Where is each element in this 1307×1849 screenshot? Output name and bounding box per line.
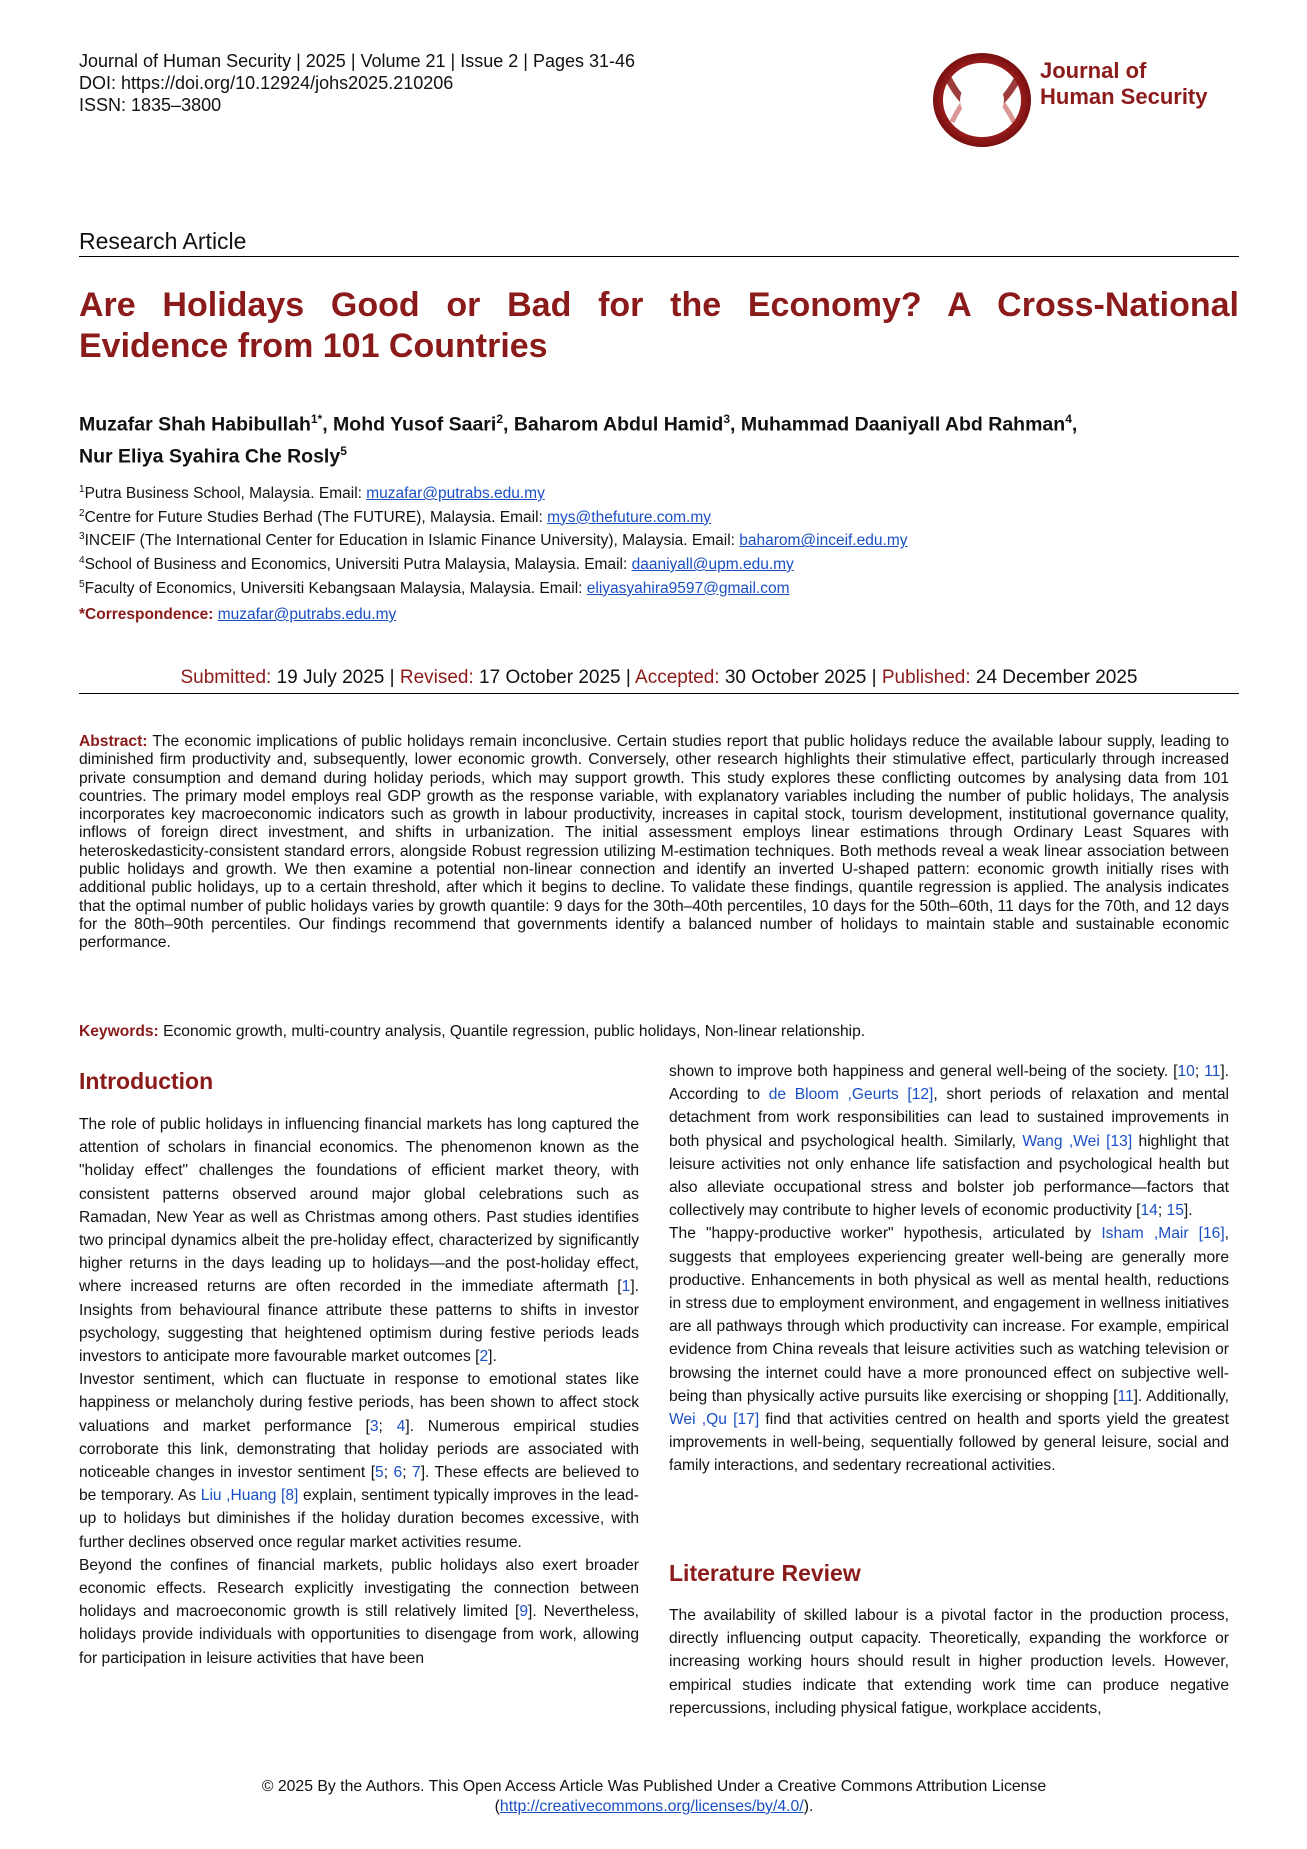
publication-dates: Submitted: 19 July 2025 | Revised: 17 October 2025 | Accepted: 30 October 2025 | Published: 24 December 2025 [180,667,1138,688]
published-date: 24 December 2025 [975,667,1138,688]
citation-link[interactable]: 11 [1204,1063,1221,1080]
citation-link[interactable]: 7 [412,1464,421,1482]
license-url-link[interactable]: http://creativecommons.org/licenses/by/4.0/ [499,1798,804,1815]
author-affiliation-marker: 1* [310,412,323,426]
keywords-text: Economic growth, multi-country analysis, Quantile regression, public holidays, Non-linear relationship. [163,1023,866,1040]
author-affiliation-marker: 2 [496,412,503,426]
affiliation-text: INCEIF (The International Center for Education in Islamic Finance University), Malaysia. Email: [84,532,740,550]
paren-close: ). [803,1798,814,1815]
author-name: Muzafar Shah Habibullah [79,413,311,436]
affiliation-number: 2 [79,507,85,519]
citation-link[interactable]: de Bloom ,Geurts [12] [768,1086,934,1104]
journal-citation-line: Journal of Human Security | 2025 | Volume 21 | Issue 2 | Pages 31-46 [79,51,636,71]
section-heading-introduction: Introduction [79,1068,214,1094]
citation-link[interactable]: Isham ,Mair [16] [1101,1225,1225,1243]
article-type: Research Article [79,228,247,254]
affiliation-line [79,480,907,504]
affiliation-number: 1 [79,484,85,495]
author-affiliation-marker: 3 [723,412,730,426]
submitted-date: 19 July 2025 [276,667,385,688]
logo-text-line1: Journal of [1040,58,1147,83]
accepted-date: 30 October 2025 [724,667,867,688]
left-column-body [79,1113,639,1670]
affiliation-email-link[interactable]: mys@thefuture.com.my [547,508,712,526]
accepted-label: Accepted: [635,667,720,688]
revised-date: 17 October 2025 [479,667,621,688]
doi-line: DOI: https://doi.org/10.12924/johs2025.210206 [79,73,454,93]
author-name: Muhammad Daaniyall Abd Rahman [740,413,1066,436]
citation-link[interactable]: 3 [369,1417,379,1435]
body-paragraph: The availability of skilled labour is a pivotal factor in the production process, directly influencing output capacity. Theoretically, expanding the workforce or increasing working hours should result in higher production levels. However, empirical studies indicate that extending work time can produce negative repercussions, including physical fatigue, workplace accidents, [669,1607,1229,1717]
body-paragraph: Investor sentiment, which can fluctuate in response to emotional states like happiness or melancholy during festive periods, has been shown to affect stock valuations and market performance [3; 4]. Numerous empirical studies corroborate this link, demonstrating that holiday periods are associated with noticeable changes in investor sentiment [5; 6; 7]. These effects are believed to be temporary. As Liu ,Huang [8] explain, sentiment typically improves in the lead-up to holidays but diminishes if the holiday duration becomes excessive, with further declines observed once regular market activities resume. [79,1371,639,1551]
citation-link[interactable]: 4 [396,1417,406,1435]
abstract [79,733,1229,953]
journal-metadata [79,50,635,116]
citation-link[interactable]: Liu ,Huang [8] [200,1487,299,1505]
literature-review-body [669,1604,1229,1720]
affiliation-number: 4 [79,554,85,566]
logo-text-line2: Human Security [1040,84,1208,109]
license-text: © 2025 By the Authors. This Open Access Article Was Published Under a Creative Commons Attribution License [261,1778,1047,1795]
correspondence-label: *Correspondence: [79,606,214,623]
issn-line: ISSN: 1835–3800 [79,95,222,115]
submitted-label: Submitted: [180,667,272,688]
citation-link[interactable]: 2 [479,1348,489,1366]
affiliation-line [79,527,907,551]
correspondence [79,606,396,624]
affiliation-line [79,504,907,528]
citation-link[interactable]: Wang ,Wei [13] [1022,1132,1133,1150]
title-line-2: Evidence from 101 Countries [79,327,548,365]
license-footer [79,1777,1229,1817]
keywords-label: Keywords: [79,1023,159,1040]
abstract-text: The economic implications of public holidays remain inconclusive. Certain studies report that public holidays reduce the available labour supply, leading to diminished firm productivity and, subsequently, lower economic growth. Conversely, other research highlights their stimulative effect, particularly through increased private consumption and demand during holiday periods, which may support growth. This study explores these conflicting outcomes by analysing data from 101 countries. The primary model employs real GDP growth as the response variable, with explanatory variables including the number of public holidays, The analysis incorporates key macroeconomic indicators such as growth in labour productivity, increases in capital stock, tourism development, institutional governance quality, inflows of foreign direct investment, and shifts in urbanization. The initial assessment employs linear estimations through Ordinary Least Squares with heteroskedasticity-consistent standard errors, alongside Robust regression utilizing M-estimation techniques. Both methods reveal a weak linear association between public holidays and growth. We then examine a potential non-linear connection and identify an inverted U-shaped pattern: economic growth initially rises with additional public holidays, up to a certain threshold, after which it begins to decline. To validate these findings, quantile regression is applied. The analysis indicates that the optimal number of public holidays varies by growth quantile: 9 days for the 30th–40th percentiles, 10 days for the 50th–60th, 11 days for the 70th, and 12 days for the 80th–90th percentiles. Our findings recommend that governments identify a balanced number of holidays to maintain stable and sustainable economic performance. [79,733,1229,952]
author-list: Muzafar Shah Habibullah$^{1*}$, Mohd Yusof Saari$^2$, Baharom Abdul Hamid$^3$, Muhammad Daaniyall Abd Rahman$^4$, Nur Eliya Syahira Che Rosly$^5$ [79,412,1078,467]
affiliation-text: Putra Business School, Malaysia. Email: [84,485,367,503]
citation-link[interactable]: 6 [393,1464,403,1482]
published-label: Published: [881,667,971,688]
article-title [79,285,1239,367]
affiliation-email-link[interactable]: baharom@inceif.edu.my [739,532,908,550]
body-paragraph: Beyond the confines of financial markets, public holidays also exert broader economic effects. Research explicitly investigating the connection between holidays and macroeconomic growth is still relatively limited [9]. Nevertheless, holidays provide individuals with opportunities to disengage from work, allowing for participation in leisure activities that have been [79,1556,639,1667]
right-column-body [669,1060,1229,1478]
revised-label: Revised: [399,667,474,688]
citation-link[interactable]: 15 [1166,1202,1184,1220]
affiliation-text: Centre for Future Studies Berhad (The FUTURE), Malaysia. Email: [84,508,548,526]
divider [79,693,1239,694]
author-name: Nur Eliya Syahira Che Rosly [79,445,341,467]
citation-link[interactable]: 1 [621,1278,631,1296]
citation-link[interactable]: 14 [1140,1202,1158,1220]
affiliation-line [79,551,907,575]
journal-logo [930,48,1260,148]
author-affiliation-marker: 4 [1065,412,1072,426]
author-name: Baharom Abdul Hamid [513,413,724,436]
paren-open: ( [494,1798,500,1815]
body-paragraph: shown to improve both happiness and general well-being of the society. [10; 11]. According to de Bloom ,Geurts [12], short periods of relaxation and mental detachment from work responsibilities can lead to sustained improvements in both physical and psychological health. Similarly, Wang ,Wei [13] highlight that leisure activities not only enhance life satisfaction and psychological health but also alleviate occupational stress and bolster job performance—factors that collectively may contribute to higher levels of economic productivity [14; 15]. [669,1063,1229,1220]
abstract-label: Abstract: [79,733,148,750]
affiliation-line [79,575,907,599]
correspondence-email-link[interactable]: muzafar@putrabs.edu.my [217,606,397,623]
title-line-1: Are Holidays Good or Bad for the Economy? A Cross-National [79,286,1239,324]
affiliation-text: Faculty of Economics, Universiti Kebangsaan Malaysia, Malaysia. Email: [84,579,587,597]
citation-link[interactable]: Wei ,Qu [17] [669,1411,760,1429]
citation-link[interactable]: 5 [375,1464,384,1482]
body-paragraph: The role of public holidays in influencing financial markets has long captured the attention of scholars in financial economics. The phenomenon known as the "holiday effect" challenges the foundations of efficient market theory, with consistent patterns observed around major global celebrations such as Ramadan, New Year as well as Christmas among others. Past studies identifies two principal dynamics albeit the pre-holiday effect, characterized by significantly higher returns in the days leading up to holidays—and the post-holiday effect, where increased returns are often recorded in the immediate aftermath [1]. Insights from behavioural finance attribute these patterns to shifts in investor psychology, suggesting that heightened optimism during festive periods leads investors to anticipate more favourable market outcomes [2]. [79,1116,639,1366]
citation-link[interactable]: 10 [1177,1063,1195,1080]
divider [79,256,1239,257]
citation-link[interactable]: 9 [519,1603,529,1621]
journal-logo-text [1040,58,1208,110]
keywords [79,1023,865,1041]
affiliation-email-link[interactable]: eliyasyahira9597@gmail.com [586,579,790,597]
author-name: Mohd Yusof Saari [333,413,497,436]
affiliation-email-link[interactable]: daaniyall@upm.edu.my [631,556,794,574]
citation-link[interactable]: 11 [1117,1387,1134,1405]
affiliation-email-link[interactable]: muzafar@putrabs.edu.my [366,485,545,503]
license-url-line [79,1797,1229,1817]
section-heading-literature-review: Literature Review [669,1560,861,1586]
affiliation-number: 3 [79,531,85,543]
body-paragraph: The "happy-productive worker" hypothesis, articulated by Isham ,Mair [16], suggests that employees experiencing greater well-being are generally more productive. Enhancements in both physical as well as mental health, reductions in stress due to employment environment, and engagement in wellness initiatives are all pathways through which productivity can increase. For example, empirical evidence from China reveals that leisure activities such as watching television or browsing the internet could have a more pronounced effect on subjective well-being than physically active pursuits like exercising or shopping [11]. Additionally, Wei ,Qu [17] find that activities centred on health and sports yield the greatest improvements in well-being, sequentially followed by general leisure, social and family interactions, and sedentary recreational activities. [669,1225,1230,1475]
affiliation-number: 5 [79,578,85,590]
affiliation-text: School of Business and Economics, Universiti Putra Malaysia, Malaysia. Email: [84,556,632,574]
affiliations [79,480,907,598]
author-affiliation-marker: 5 [340,443,347,458]
journal-logo-icon [930,48,1035,148]
